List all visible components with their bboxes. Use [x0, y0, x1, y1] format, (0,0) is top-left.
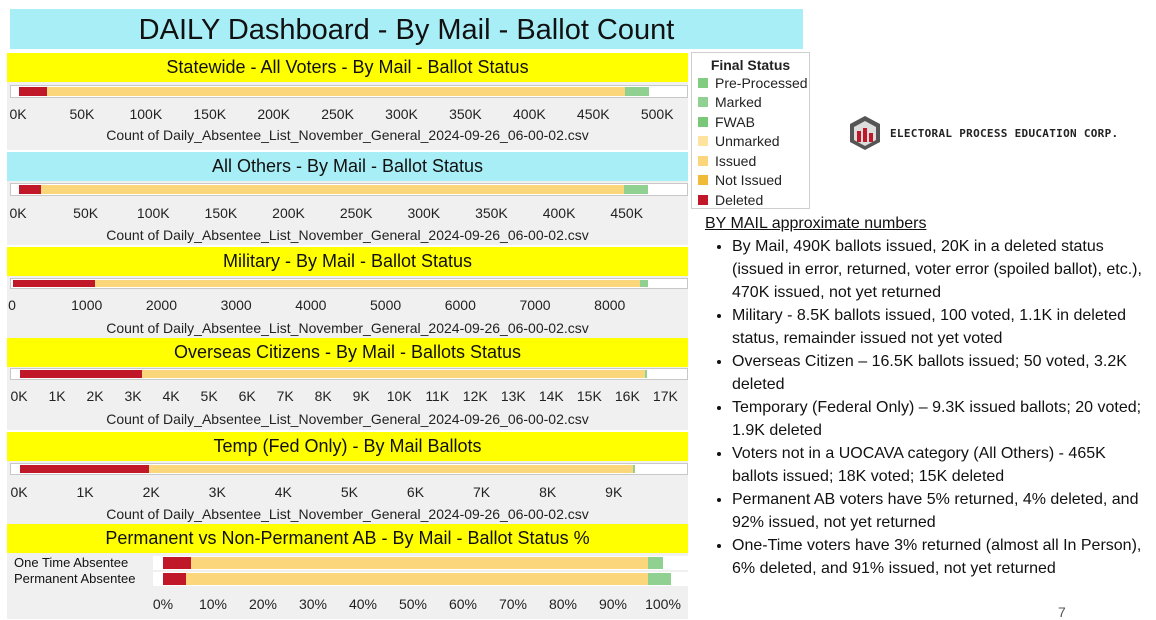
x-tick-label: 3000 [220, 297, 252, 313]
x-tick-label: 3K [208, 484, 226, 500]
bar-segment-deleted [19, 87, 47, 96]
legend-label: Issued [715, 152, 757, 169]
x-tick-label: 80% [548, 596, 578, 612]
x-tick-label: 100K [129, 106, 163, 122]
legend-title: Final Status [710, 57, 791, 73]
x-tick-label: 9K [605, 484, 623, 500]
legend-label: Unmarked [715, 133, 780, 150]
x-tick-label: 200K [257, 106, 291, 122]
x-tick-label: 8K [314, 388, 332, 404]
bar-track [10, 183, 688, 196]
x-tick-label: 300K [407, 205, 441, 221]
legend-swatch [698, 156, 708, 166]
notes-heading: BY MAIL approximate numbers [705, 215, 927, 232]
x-tick-label: 100K [136, 205, 170, 221]
x-tick-label: 5000 [370, 297, 402, 313]
chart-title: Military - By Mail - Ballot Status [7, 247, 688, 276]
x-tick-label: 10% [198, 596, 228, 612]
bar-track [10, 463, 688, 475]
x-tick-label: 60% [448, 596, 478, 612]
x-tick-label: 2K [86, 388, 104, 404]
legend-swatch [698, 175, 708, 185]
bar-segment-issued [95, 280, 640, 287]
notes-panel [705, 212, 1150, 580]
x-tick-label: 500K [640, 106, 674, 122]
legend [691, 52, 810, 209]
x-tick-label: 7K [276, 388, 294, 404]
bar-segment-issued [41, 185, 624, 194]
notes-bullet: • One-Time voters have 3% returned (almost all In Person), 6% deleted, and 91% issued, not yet returned [732, 534, 1150, 580]
legend-item [692, 151, 809, 171]
legend-item [692, 171, 809, 191]
legend-item [692, 93, 809, 113]
bar-segment-marked [645, 370, 647, 378]
x-tick-label: 1K [76, 484, 94, 500]
x-tick-label: 6K [406, 484, 425, 500]
bar-segment-marked [624, 185, 648, 194]
notes-list [705, 235, 1150, 580]
x-tick-label: 1000 [71, 297, 103, 313]
notes-bullet: • Temporary (Federal Only) – 9.3K issued ballots; 20 voted; 1.9K deleted [732, 396, 1150, 442]
x-tick-label: 8K [539, 484, 557, 500]
x-tick-label: 50K [69, 106, 95, 122]
chart-title: All Others - By Mail - Ballot Status [7, 152, 688, 181]
legend-label: Not Issued [715, 172, 782, 189]
logo [846, 114, 1121, 152]
notes-bullet: • Overseas Citizen – 16.5K ballots issued; 50 voted, 3.2K deleted [732, 350, 1150, 396]
bar-segment-issued [47, 87, 625, 96]
x-tick-label: 11K [425, 388, 450, 404]
x-tick-label: 150K [204, 205, 238, 221]
x-tick-label: 16K [614, 388, 640, 404]
x-tick-label: 17K [652, 388, 678, 404]
x-tick-label: 0K [10, 388, 28, 404]
page-number: 7 [1058, 604, 1066, 620]
x-tick-label: 15K [576, 388, 602, 404]
bar-segment-deleted [163, 573, 186, 585]
x-tick-label: 7K [473, 484, 491, 500]
legend-items [692, 73, 809, 210]
x-axis-caption: Count of Daily_Absentee_List_November_General_2024-09-26_06-00-02.csv [106, 320, 589, 336]
legend-item [692, 73, 809, 93]
legend-swatch [698, 78, 708, 88]
legend-label: Marked [715, 94, 762, 111]
x-tick-label: 1K [48, 388, 66, 404]
page-title: DAILY Dashboard - By Mail - Ballot Count [10, 9, 803, 49]
legend-item [692, 190, 809, 210]
x-tick-label: 4000 [295, 297, 327, 313]
x-tick-label: 9K [352, 388, 370, 404]
bar-segment-issued [186, 573, 649, 585]
x-tick-label: 90% [598, 596, 628, 612]
x-tick-label: 50K [73, 205, 99, 221]
bar-segment-marked [640, 280, 648, 287]
legend-swatch [698, 117, 708, 127]
x-tick-label: 4K [274, 484, 292, 500]
x-tick-label: 150K [193, 106, 227, 122]
chart-title: Statewide - All Voters - By Mail - Ballot Status [7, 53, 688, 82]
bar-segment-deleted [13, 280, 95, 287]
x-tick-label: 450K [610, 205, 644, 221]
x-tick-label: 30% [298, 596, 328, 612]
category-label: Permanent Absentee [14, 571, 136, 586]
x-tick-label: 50% [398, 596, 428, 612]
x-tick-label: 3K [124, 388, 142, 404]
bar-track [153, 556, 688, 570]
bar-track [10, 278, 688, 289]
x-tick-label: 5K [340, 484, 358, 500]
bar-segment-deleted [19, 185, 41, 194]
bar-segment-marked [625, 87, 649, 96]
notes-bullet: • Military - 8.5K ballots issued, 100 voted, 1.1K in deleted status, remainder issued not yet voted [732, 304, 1150, 350]
x-tick-label: 100% [645, 596, 681, 612]
notes-bullet: • By Mail, 490K ballots issued, 20K in a deleted status (issued in error, returned, voter error (spoiled ballot), etc.), 470K issued, not yet returned [732, 235, 1150, 304]
chart-title: Permanent vs Non-Permanent AB - By Mail - Ballot Status % [7, 524, 688, 553]
x-axis-caption: Count of Daily_Absentee_List_November_General_2024-09-26_06-00-02.csv [106, 227, 589, 243]
notes-bullet: • Voters not in a UOCAVA category (All Others) - 465K ballots issued; 18K voted; 15K deleted [732, 442, 1150, 488]
legend-label: Deleted [715, 191, 764, 208]
bar-segment-marked [648, 573, 671, 585]
bar-segment-marked [633, 465, 634, 473]
x-tick-label: 0K [10, 484, 28, 500]
x-tick-label: 4K [162, 388, 180, 404]
x-tick-label: 350K [475, 205, 508, 221]
x-tick-label: 12K [462, 388, 488, 404]
chart-title: Overseas Citizens - By Mail - Ballots Status [7, 338, 688, 367]
x-tick-label: 8000 [594, 297, 626, 313]
x-tick-label: 70% [498, 596, 528, 612]
x-tick-label: 250K [321, 106, 354, 122]
x-tick-label: 200K [272, 205, 305, 221]
x-tick-label: 0% [152, 596, 174, 612]
bar-segment-marked [648, 557, 663, 569]
x-tick-label: 2K [142, 484, 160, 500]
x-axis-caption: Count of Daily_Absentee_List_November_General_2024-09-26_06-00-02.csv [106, 506, 589, 522]
bar-track [153, 572, 688, 586]
x-tick-label: 10K [386, 388, 412, 404]
x-tick-label: 300K [385, 106, 418, 122]
x-tick-label: 7000 [519, 297, 551, 313]
legend-label: Pre-Processed [715, 74, 808, 91]
x-tick-label: 6K [238, 388, 256, 404]
chart-title: Temp (Fed Only) - By Mail Ballots [7, 432, 688, 461]
notes-bullet: • Permanent AB voters have 5% returned, 4% deleted, and 92% issued, not yet returned [732, 488, 1150, 534]
bar-segment-issued [149, 465, 633, 473]
x-tick-label: 400K [513, 106, 546, 122]
x-tick-label: 0K [9, 205, 27, 221]
x-tick-label: 13K [500, 388, 526, 404]
x-tick-label: 5K [200, 388, 218, 404]
logo-icon [846, 114, 884, 152]
legend-swatch [698, 195, 708, 205]
bar-segment-deleted [20, 370, 142, 378]
x-tick-label: 400K [542, 205, 576, 221]
bar-segment-deleted [20, 465, 149, 473]
category-label: One Time Absentee [14, 555, 129, 570]
x-tick-label: 20% [248, 596, 278, 612]
bar-segment-deleted [163, 557, 191, 569]
bar-segment-issued [142, 370, 646, 378]
legend-item [692, 112, 809, 132]
x-tick-label: 450K [576, 106, 610, 122]
x-tick-label: 14K [538, 388, 564, 404]
bar-track [10, 85, 688, 98]
legend-swatch [698, 97, 708, 107]
logo-text: ELECTORAL PROCESS EDUCATION CORP. [890, 126, 1119, 140]
x-tick-label: 0 [8, 297, 16, 313]
x-tick-label: 40% [348, 596, 378, 612]
legend-swatch [698, 136, 708, 146]
bar-segment-issued [191, 557, 649, 569]
x-tick-label: 2000 [145, 297, 178, 313]
x-tick-label: 250K [339, 205, 373, 221]
legend-label: FWAB [715, 113, 755, 130]
x-axis-caption: Count of Daily_Absentee_List_November_General_2024-09-26_06-00-02.csv [106, 127, 589, 143]
x-tick-label: 6000 [444, 297, 476, 313]
x-tick-label: 350K [449, 106, 482, 122]
x-tick-label: 0K [9, 106, 27, 122]
x-axis-caption: Count of Daily_Absentee_List_November_General_2024-09-26_06-00-02.csv [106, 411, 589, 427]
legend-item [692, 132, 809, 152]
bar-track [10, 368, 688, 380]
